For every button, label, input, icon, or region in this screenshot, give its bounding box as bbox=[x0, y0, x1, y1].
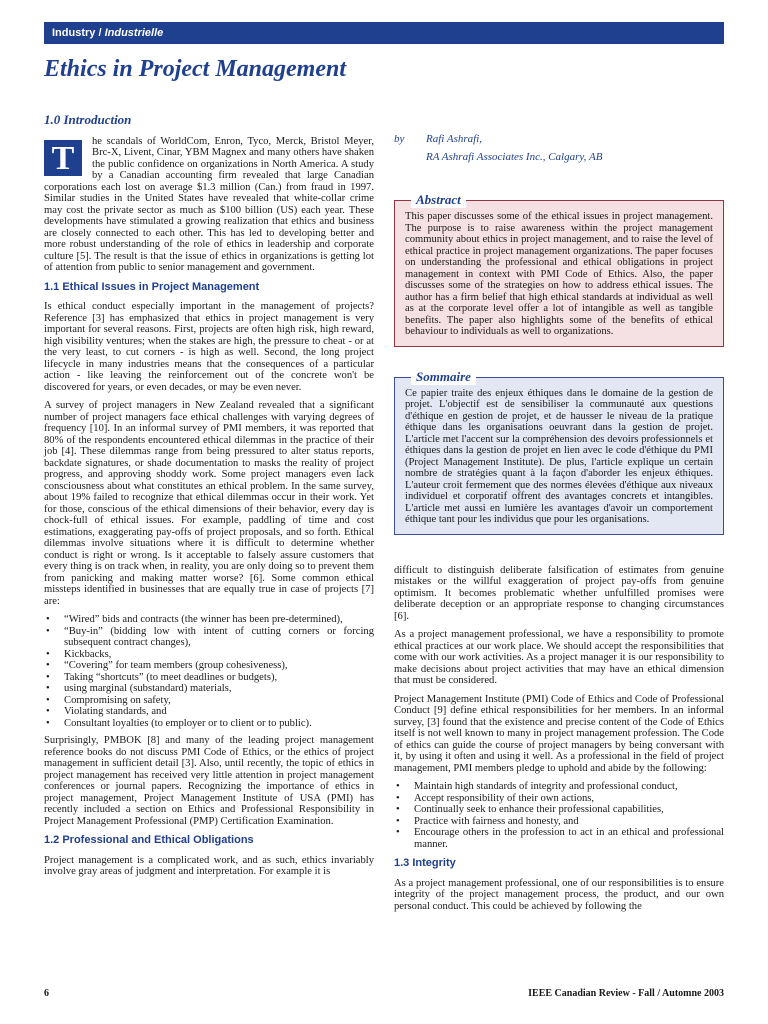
list-item: • Compromising on safety, bbox=[44, 695, 374, 707]
section-1-1-paragraph-3: Surprisingly, PMBOK [8] and many of the leading project management reference books do not discuss PMI Code of Ethics, or the ethics of project management in sufficient detail [3]. Also, until recently, the topic of ethics in project management has received very little attention in project management conferences or journal papers. Recognizing the importance of ethics in project management, Project Management Institute of USA (PMI) has recently included a section on Ethics and Professional Responsibility in Project Management Professional (PMP) Certification Examination. bbox=[44, 735, 374, 827]
list-item: • Kickbacks, bbox=[44, 649, 374, 661]
drop-cap: T bbox=[44, 140, 82, 176]
sommaire-text: Ce papier traite des enjeux éthiques dans le domaine de la gestion de projet. L'objectif est de sensibiliser la communauté aux questions d'éthique en gestion de projet, et de hausser le niveau de la pratique éthique dans les organisations oeuvrant dans la gestion de projet. L'article met l'accent sur la compréhension des devoirs professionnels et éthiques dans la gestion de projet en lien avec le code d'éthique du PMI (Project Management Institute). De plus, l'article explique un certain nombre de stratégies quant à la façon d'aborder les enjeux éthiques. L'auteur croit fermement que des normes élevées d'éthique aux niveaux individuel et corporatif offrent des avantages concrets et intangibles. L'article met aussi en lumière les avantages d'avoir un comportement éthique tant pour les individus que pour les organisations. bbox=[405, 387, 713, 525]
list-item: • Practice with fairness and honesty, and bbox=[394, 816, 724, 828]
left-column bbox=[44, 112, 374, 885]
author-affiliation: RA Ashrafi Associates Inc., Calgary, AB bbox=[426, 151, 603, 163]
list-item: • Accept responsibility of their own actions, bbox=[394, 793, 724, 805]
intro-heading: 1.0 Introduction bbox=[44, 112, 132, 127]
journal-footer: IEEE Canadian Review - Fall / Automne 2003 bbox=[528, 988, 724, 999]
sommaire-box bbox=[394, 368, 724, 535]
sommaire-title: Sommaire bbox=[411, 369, 476, 385]
intro-text: he scandals of WorldCom, Enron, Tyco, Merck, Bristol Meyer, Brc-X, Livent, Cinar, YBM Magnex and many others have shaken the public confidence on organizations in North America. A study by a Canadian accounting firm revealed that large Canadian corporations each lost on average $1.3 million (Can.) from fraud in 1997. Similar studies in the United States have revealed that white-collar crime may cost the private sector as much as $100 billion (US) each year. These developments have stimulated a growing realization that ethics and business are closely connected to each other. This has led to developing better and more robust understanding of the role of ethics in leadership and corporate culture [5]. The result is that the issue of ethics in organizations is getting lot of attention from public to senior management and government. bbox=[44, 135, 374, 273]
list-item: • Encourage others in the profession to act in an ethical and professional manner. bbox=[394, 827, 724, 850]
abstract-text: This paper discusses some of the ethical issues in project management. The purpose is to raise awareness within the project management community about ethics in project management, and to raise the level of ethical practice in project management organizations. The paper focuses on understanding the professional and ethical obligations in project management in context with PMI Code of Ethics. Also, the paper discusses some of the strategies on how to address ethical issues. The author has a firm belief that high ethical standards at individual as well as at the corporate level offer a lot of intangible as well as tangible benefits. The paper also highlights some of the benefits of ethical behaviour to individuals as well to organizations. bbox=[405, 211, 713, 337]
section-banner: Industry / Industrielle bbox=[44, 22, 724, 44]
abstract-box bbox=[394, 192, 724, 347]
right-paragraph-1: difficult to distinguish deliberate falsification of estimates from genuine mistakes or the willful exaggeration of project pay-offs from genuine optimism. It becomes problematic whether unfulfilled promises were deliberate deception or an appropriate response to changing circumstances [6]. bbox=[394, 564, 724, 622]
list-item: • Maintain high standards of integrity and professional conduct, bbox=[394, 781, 724, 793]
list-item: • Violating standards, and bbox=[44, 706, 374, 718]
list-item: • using marginal (substandard) materials, bbox=[44, 683, 374, 695]
list-item: • “Covering” for team members (group cohesiveness), bbox=[44, 660, 374, 672]
section-label: Industry bbox=[52, 27, 96, 39]
right-paragraph-2: As a project management professional, we have a responsibility to promote ethical practices at our work place. We should accept the responsibilities that come with our work activities. As a project manager it is our responsibility to make decisions about project activities that may have an ethical dimension that must be considered. bbox=[394, 629, 724, 686]
right-paragraph-3: Project Management Institute (PMI) Code of Ethics and Code of Professional Conduct [9] define ethical responsibilities for her members. In an informal survey, [3] found that the existence and precise content of the Code of Ethics itself is not well known to many in project management profession. The Code of ethics can guide the course of project managers by being conversant with it, by using it often and using it well. As a professional in the field of project management, PMI members pledge to uphold and abide by the following: bbox=[394, 693, 724, 774]
section-label-fr: Industrielle bbox=[104, 27, 164, 39]
abstract-title: Abstract bbox=[411, 192, 466, 208]
author-name: Rafi Ashrafi, bbox=[426, 133, 483, 145]
list-item: • Taking “shortcuts” (to meet deadlines or budgets), bbox=[44, 672, 374, 684]
pmi-pledge-list bbox=[394, 781, 724, 850]
section-1-3-heading: 1.3 Integrity bbox=[394, 857, 456, 869]
byline bbox=[394, 130, 724, 166]
section-1-1-paragraph-1: Is ethical conduct especially important in the management of projects? Reference [3] has emphasized that ethics in project management is very important for several reasons. First, projects are often high risk, high reward, high visibility ventures; when the stakes are high, the pressure to cheat - or at the very least, to cut corners - is high as well. Second, the long project lifecycle in many industries means that the consequences of a particular action - like leaving the reinforcement out of the concrete won't be discovered for years, or even decades, or may be even never. bbox=[44, 301, 374, 393]
article-title: Ethics in Project Management bbox=[44, 56, 347, 82]
byline-by: by bbox=[394, 133, 405, 145]
page-number: 6 bbox=[44, 988, 49, 999]
intro-paragraph bbox=[44, 136, 374, 274]
section-1-3-paragraph-1: As a project management professional, one of our responsibilities is to ensure integrity of the project management process, the product, and our own personal conduct. This could be achieved by following the bbox=[394, 877, 724, 912]
list-item: • Consultant loyalties (to employer or to client or to public). bbox=[44, 718, 374, 730]
list-item: • “Wired” bids and contracts (the winner has been pre-determined), bbox=[44, 614, 374, 626]
right-column bbox=[394, 130, 724, 919]
section-1-2-heading: 1.2 Professional and Ethical Obligations bbox=[44, 834, 254, 846]
ethical-missteps-list bbox=[44, 614, 374, 729]
section-1-1-heading: 1.1 Ethical Issues in Project Management bbox=[44, 280, 260, 293]
list-item: • Continually seek to enhance their professional capabilities, bbox=[394, 804, 724, 816]
section-1-1-paragraph-2: A survey of project managers in New Zealand revealed that a significant number of project managers face ethical challenges with varying degrees of frequency [10]. In an informal survey of PMI members, it was reported that 80% of the respondents encountered ethical dilemmas in the practice of their job [4]. These dilemmas range from being pressured to alter status reports, backdate signatures, or shade documentation to masks the reality of project progress, and approving shoddy work. Some project managers even lack consciousness about what constitutes an ethical problem. In the same survey, about 19% failed to recognize that ethical dilemmas occur in their work. Yet for those, conscious of the ethical dimensions of their behavior, every day is chock-full of ethical issues. For example, paddling of time and cost estimations, exaggerating pay-offs of project proposals, and so forth. Ethical dilemmas involve situations where it is difficult to determine whether conduct is right or wrong. Is it acceptable to falsely assure customers that every thing is on track when, in reality, you are only doing so to prevent them from panicking and making matter worse? [6]. Some common ethical missteps identified in businesses that are equally true in case of projects [7] are: bbox=[44, 400, 374, 607]
section-1-2-paragraph-1: Project management is a complicated work, and as such, ethics invariably involve gray areas of judgment and interpretation. For example it is bbox=[44, 854, 374, 877]
list-item: • “Buy-in” (bidding low with intent of cutting corners or forcing subsequent contract changes), bbox=[44, 626, 374, 649]
